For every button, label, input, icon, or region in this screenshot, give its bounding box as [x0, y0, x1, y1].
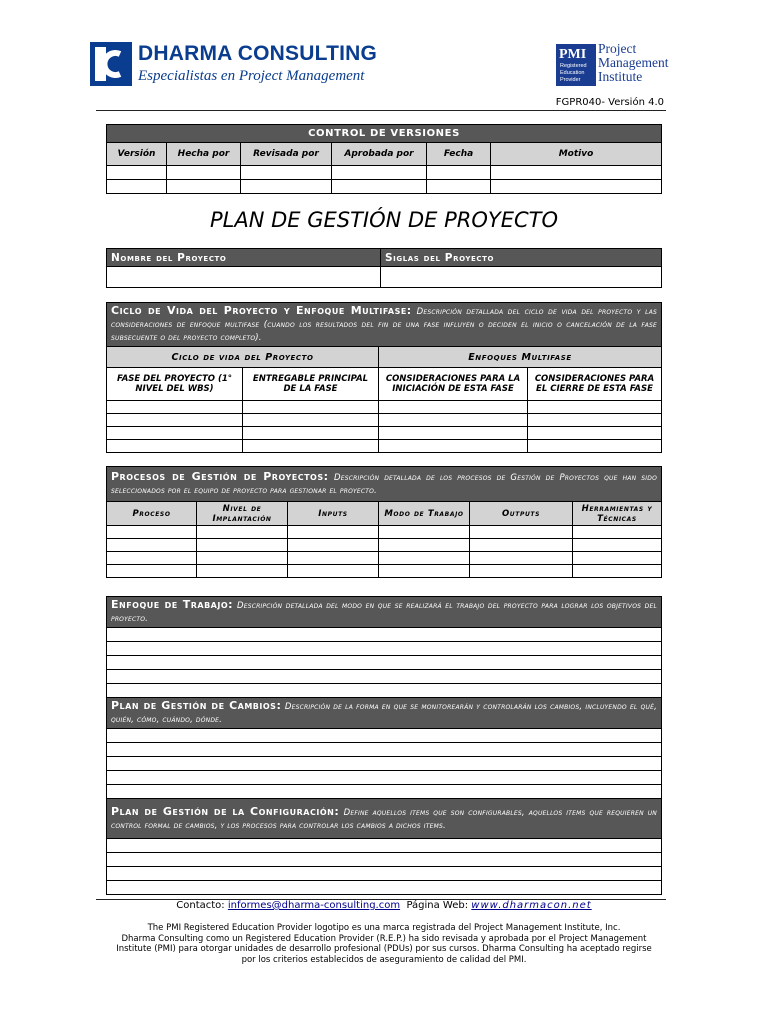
table-row[interactable]: [107, 166, 662, 180]
brand-name: DHARMA CONSULTING: [138, 42, 378, 65]
text-line[interactable]: [107, 757, 662, 771]
web-label: Página Web:: [406, 900, 469, 911]
column-header: Modo de Trabajo: [379, 502, 470, 526]
svg-text:PMI: PMI: [559, 47, 587, 62]
column-header: CONSIDERACIONES PARA EL CIERRE DE ESTA FASE: [528, 368, 662, 401]
table-row[interactable]: [107, 180, 662, 194]
pmi-name: [598, 42, 668, 84]
table-row[interactable]: [107, 440, 662, 453]
config-mgmt-heading: Plan de Gestión de la Configuración:: [111, 804, 340, 818]
website-link[interactable]: www.dharmacon.net: [471, 900, 592, 911]
column-header: Versión: [107, 143, 167, 166]
narrative-table: [106, 596, 662, 895]
column-header: CONSIDERACIONES PARA LA INICIACIÓN DE ESTA FASE: [379, 368, 528, 401]
column-header: Outputs: [470, 502, 573, 526]
document-id: FGPR040- Versión 4.0: [555, 97, 664, 108]
text-line[interactable]: [107, 867, 662, 881]
lifecycle-group-left: Ciclo de vida del Proyecto: [107, 347, 379, 368]
lifecycle-heading: Ciclo de Vida del Proyecto y Enfoque Multifase:: [111, 304, 412, 317]
text-line[interactable]: [107, 743, 662, 757]
table-row[interactable]: [107, 526, 662, 539]
text-line[interactable]: [107, 881, 662, 895]
table-row[interactable]: [107, 414, 662, 427]
lifecycle-header: [107, 303, 662, 347]
email-link[interactable]: informes@dharma-consulting.com: [227, 900, 401, 911]
column-header: Herramientas y Técnicas: [573, 502, 662, 526]
header-divider: [96, 110, 666, 111]
column-header: FASE DEL PROYECTO (1° NIVEL DEL WBS): [107, 368, 243, 401]
column-header: Nivel de Implantación: [197, 502, 288, 526]
column-header: Hecha por: [167, 143, 241, 166]
table-row[interactable]: [107, 401, 662, 414]
text-line[interactable]: [107, 670, 662, 684]
text-line[interactable]: [107, 656, 662, 670]
text-line[interactable]: [107, 642, 662, 656]
column-header: Fecha: [427, 143, 491, 166]
project-acronym-label: Siglas del Proyecto: [381, 249, 662, 267]
change-mgmt-header: [107, 698, 662, 729]
pmi-line: Management: [598, 55, 669, 70]
column-header: Motivo: [491, 143, 662, 166]
text-line[interactable]: [107, 853, 662, 867]
lifecycle-group-right: Enfoques Multifase: [379, 347, 662, 368]
processes-header: [107, 467, 662, 502]
work-approach-description: Descripción detallada del modo en que se realizará el trabajo del proyecto para lograr los objetivos del proyecto.: [111, 601, 657, 624]
config-mgmt-description: Define aquellos items que son configurables, aquellos items que requieren un control formal de cambios, y los procesos para controlar los cambios a dichos items.: [111, 807, 657, 831]
lifecycle-table: [106, 302, 662, 453]
table-row[interactable]: [107, 552, 662, 565]
column-header: Revisada por: [241, 143, 332, 166]
pmi-badge-line: Education: [560, 70, 585, 76]
column-header: ENTREGABLE PRINCIPAL DE LA FASE: [243, 368, 379, 401]
text-line[interactable]: [107, 771, 662, 785]
processes-description: Descripción detallada de los procesos de Gestión de Proyectos que han sido seleccionados por el equipo de proyecto para gestionar el proyecto.: [111, 473, 658, 496]
footer-notice: [0, 923, 768, 965]
processes-heading: Procesos de Gestión de Proyectos:: [111, 470, 329, 483]
processes-table: [106, 466, 662, 578]
text-line[interactable]: [107, 785, 662, 799]
document-title: PLAN DE GESTIÓN DE PROYECTO: [209, 208, 559, 232]
project-acronym-field[interactable]: [381, 267, 662, 288]
text-line[interactable]: [107, 839, 662, 853]
config-mgmt-header: [107, 799, 662, 839]
work-approach-heading: Enfoque de Trabajo:: [111, 598, 234, 611]
text-line[interactable]: [107, 628, 662, 642]
column-header: Aprobada por: [332, 143, 427, 166]
text-line[interactable]: [107, 684, 662, 698]
pmi-badge-line: Provider: [560, 77, 581, 83]
footer-line: The PMI Registered Education Provider logotipo es una marca registrada del Project Management Institute, Inc.: [147, 923, 621, 933]
versions-title: CONTROL DE VERSIONES: [107, 125, 662, 143]
work-approach-header: [107, 597, 662, 628]
pmi-badge-line: Registered: [560, 63, 587, 69]
footer-contact: [0, 901, 768, 912]
versions-table: [106, 124, 662, 194]
table-row[interactable]: [107, 565, 662, 578]
column-header: Proceso: [107, 502, 197, 526]
pmi-line: Project: [598, 41, 637, 56]
project-table: [106, 248, 662, 288]
footer-line: por los criterios establecidos de aseguramiento de calidad del PMI.: [241, 954, 527, 965]
contact-label: Contacto:: [176, 900, 225, 911]
change-mgmt-heading: Plan de Gestión de Cambios:: [111, 699, 282, 712]
change-mgmt-description: Descripción de la forma en que se monitorearán y controlarán los cambios, incluyendo el qué, quién, cómo, cuándo, dónde.: [111, 702, 657, 725]
lifecycle-description: Descripción detallada del ciclo de vida del proyecto y las consideraciones de enfoque multifase (cuando los resultados del fin de una fase influyen o deciden el inicio o cancelación de la fase subsecuente o del proyecto completo).: [111, 307, 658, 343]
footer-line: Institute (PMI) para otorgar unidades de desarrollo profesional (PDUs) por sus cursos. Dharma Consulting ha aceptado regirse: [116, 944, 652, 954]
brand-tagline: Especialistas en Project Management: [138, 68, 365, 84]
project-name-field[interactable]: [107, 267, 381, 288]
project-name-label: Nombre del Proyecto: [107, 249, 381, 267]
footer-line: Dharma Consulting como un Registered Education Provider (R.E.P.) ha sido revisada y aprobada por el Project Management: [121, 933, 647, 944]
table-row[interactable]: [107, 427, 662, 440]
pmi-logo-icon: [556, 44, 596, 86]
pmi-line: Institute: [598, 69, 643, 84]
dharma-logo-icon: [90, 42, 132, 86]
column-header: Inputs: [288, 502, 379, 526]
text-line[interactable]: [107, 729, 662, 743]
table-row[interactable]: [107, 539, 662, 552]
